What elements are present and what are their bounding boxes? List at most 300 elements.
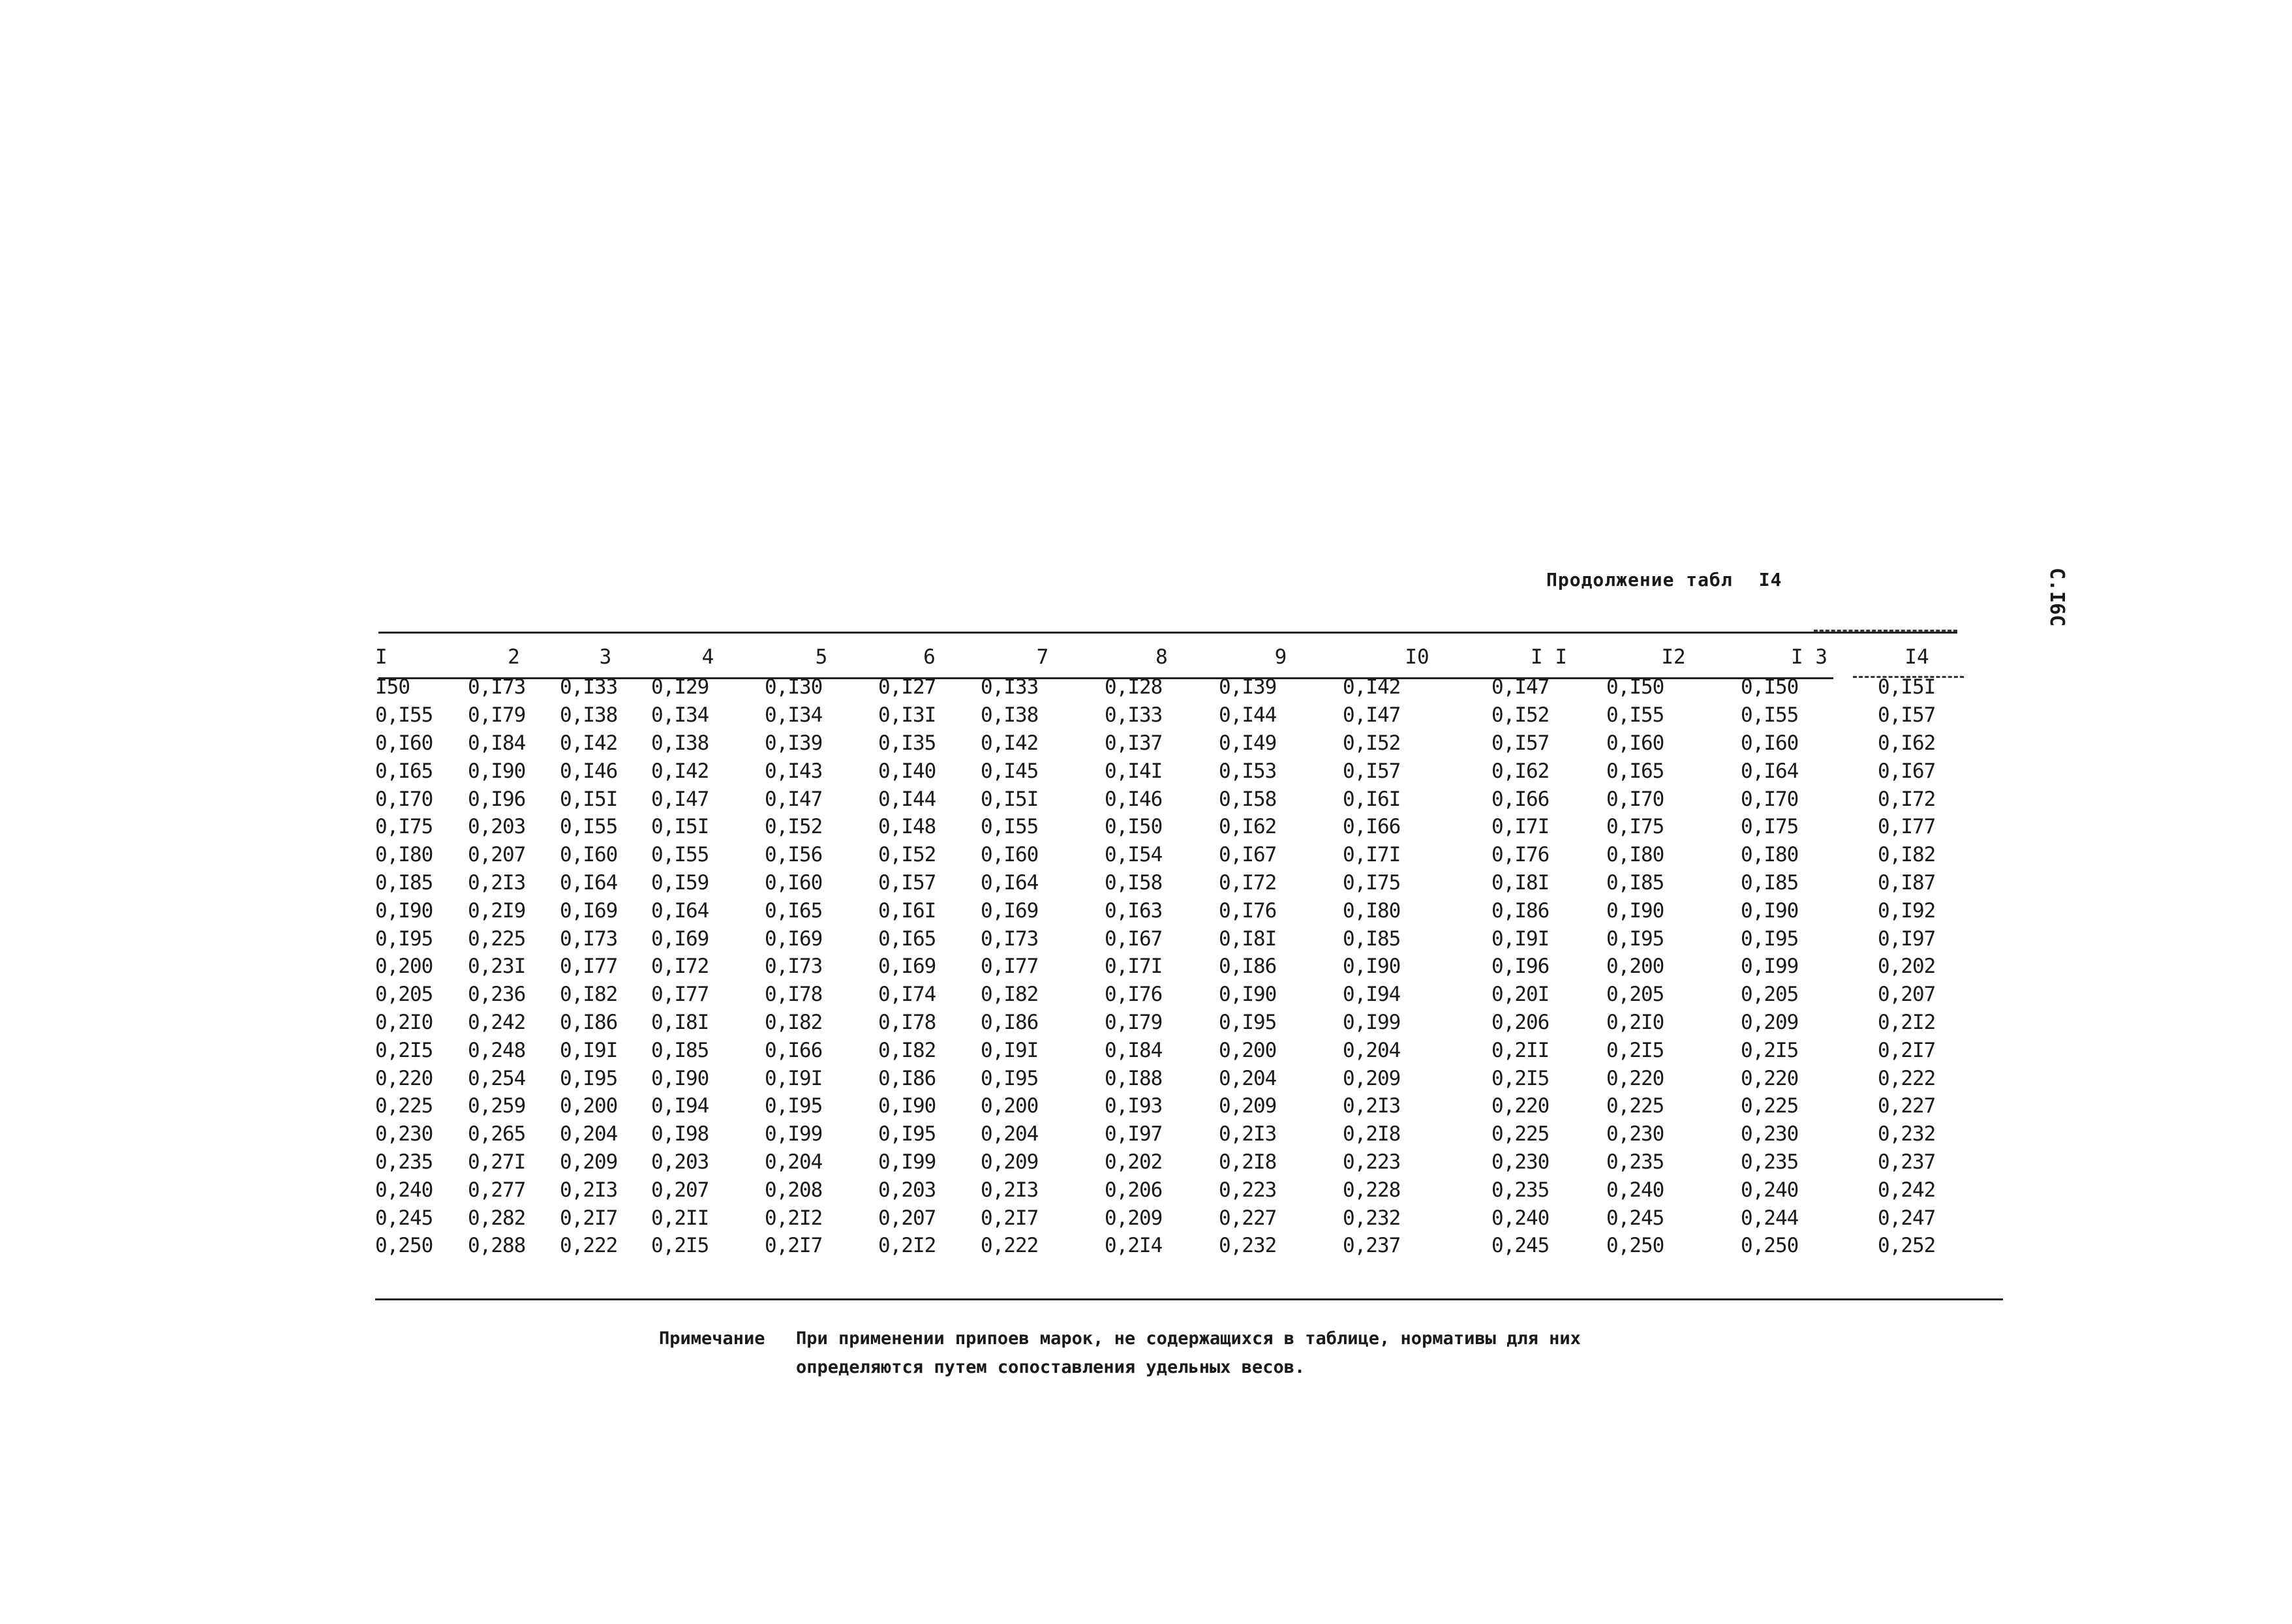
table-cell: 0,I3I [878, 703, 936, 728]
table-cell: 0,I97 [1105, 1122, 1163, 1146]
table-row [375, 701, 1956, 729]
table-cell: 0,I55 [560, 815, 618, 839]
table-cell: 0,204 [765, 1150, 823, 1174]
table-row [375, 757, 1956, 785]
column-header: I2 [1661, 645, 1686, 669]
table-cell: 0,2I3 [1219, 1122, 1277, 1146]
table-cell: 0,223 [1219, 1178, 1277, 1202]
table-cell: 0,I97 [1878, 927, 1936, 951]
table-cell: 0,I7I [1105, 955, 1163, 979]
table-row [375, 953, 1956, 981]
table-cell: 0,I96 [468, 787, 526, 811]
table-body [375, 673, 1956, 1260]
table-cell: 0,I90 [375, 898, 433, 923]
table-cell: 0,I55 [981, 815, 1039, 839]
table-cell: 0,2I5 [651, 1234, 709, 1258]
table-cell: 0,I90 [651, 1066, 709, 1090]
table-cell: 0,I33 [560, 675, 618, 699]
table-cell: 0,I69 [878, 955, 936, 979]
table-cell: 0,I92 [1878, 898, 1936, 923]
table-cell: 0,222 [560, 1234, 618, 1258]
table-cell: 0,230 [375, 1122, 433, 1146]
table-cell: 0,I96 [1491, 955, 1550, 979]
table-cell: 0,225 [1491, 1122, 1550, 1146]
data-table [375, 641, 1956, 1260]
table-cell: 0,230 [1491, 1150, 1550, 1174]
table-cell: 0,288 [468, 1234, 526, 1258]
table-cell: 0,2I3 [981, 1178, 1039, 1202]
table-cell: 0,I52 [1343, 731, 1401, 755]
table-cell: 0,220 [1606, 1066, 1664, 1090]
table-cell: 0,I73 [560, 927, 618, 951]
table-cell: 0,I60 [375, 731, 433, 755]
table-cell: 0,I27 [878, 675, 936, 699]
table-cell: 0,I5I [1878, 675, 1936, 699]
table-cell: 0,203 [651, 1150, 709, 1174]
table-cell: 0,I55 [1741, 703, 1799, 728]
table-cell: 0,I69 [560, 898, 618, 923]
table-header-row [375, 641, 1956, 673]
table-cell: 0,I75 [375, 815, 433, 839]
table-cell: 0,I95 [765, 1094, 823, 1118]
table-cell: 0,2I7 [560, 1206, 618, 1230]
table-cell: 0,I43 [765, 759, 823, 783]
table-cell: 0,I58 [1105, 870, 1163, 895]
table-cell: 0,I38 [981, 703, 1039, 728]
table-cell: 0,244 [1741, 1206, 1799, 1230]
table-cell: 0,207 [878, 1206, 936, 1230]
table-cell: 0,209 [981, 1150, 1039, 1174]
table-row [375, 785, 1956, 813]
column-header: I 3 [1791, 645, 1827, 669]
table-cell: 0,220 [1741, 1066, 1799, 1090]
table-cell: 0,I90 [1343, 955, 1401, 979]
table-cell: 0,I90 [878, 1094, 936, 1118]
table-cell: 0,230 [1606, 1122, 1664, 1146]
table-cell: 0,I53 [1219, 759, 1277, 783]
table-cell: 0,I33 [981, 675, 1039, 699]
table-cell: 0,222 [1878, 1066, 1936, 1090]
table-cell: 0,254 [468, 1066, 526, 1090]
table-cell: 0,I69 [981, 898, 1039, 923]
table-cell: 0,I54 [1105, 843, 1163, 867]
table-cell: 0,I6I [878, 898, 936, 923]
table-cell: 0,235 [375, 1150, 433, 1174]
table-cell: 0,225 [1741, 1094, 1799, 1118]
table-cell: 0,I80 [1343, 898, 1401, 923]
table-cell: 0,2II [651, 1206, 709, 1230]
table-row [375, 869, 1956, 897]
table-cell: 0,I78 [765, 983, 823, 1007]
table-cell: 0,I66 [1491, 787, 1550, 811]
table-cell: 0,2I4 [1105, 1234, 1163, 1258]
table-cell: 0,2I7 [1878, 1038, 1936, 1062]
table-cell: 0,209 [1741, 1010, 1799, 1034]
table-cell: 0,I73 [981, 927, 1039, 951]
table-cell: 0,2I2 [878, 1234, 936, 1258]
table-cell: 0,I52 [878, 843, 936, 867]
table-cell: 0,I42 [1343, 675, 1401, 699]
table-cell: 0,282 [468, 1206, 526, 1230]
table-cell: 0,I67 [1105, 927, 1163, 951]
table-cell: 0,I85 [375, 870, 433, 895]
table-cell: 0,I76 [1105, 983, 1163, 1007]
table-cell: 0,I47 [765, 787, 823, 811]
table-cell: 0,I8I [1219, 927, 1277, 951]
table-cell: 0,240 [1606, 1178, 1664, 1202]
table-cell: 0,I86 [560, 1010, 618, 1034]
table-cell: 0,I55 [375, 703, 433, 728]
column-header: I [375, 645, 388, 669]
table-cell: 0,I82 [1878, 843, 1936, 867]
table-cell: 0,277 [468, 1178, 526, 1202]
table-cell: 0,I57 [1491, 731, 1550, 755]
table-cell: 0,245 [1491, 1234, 1550, 1258]
table-cell: 0,225 [1606, 1094, 1664, 1118]
table-cell: 0,I46 [560, 759, 618, 783]
table-caption [1546, 569, 1782, 590]
table-cell: 0,I62 [1491, 759, 1550, 783]
table-cell: 0,240 [1491, 1206, 1550, 1230]
table-cell: 0,200 [1219, 1038, 1277, 1062]
table-cell: 0,I33 [1105, 703, 1163, 728]
column-header: 6 [923, 645, 936, 669]
table-cell: 0,I82 [765, 1010, 823, 1034]
table-cell: 0,I80 [375, 843, 433, 867]
table-cell: 0,2I2 [1878, 1010, 1936, 1034]
table-cell: 0,I65 [765, 898, 823, 923]
table-cell: 0,I60 [1606, 731, 1664, 755]
table-cell: 0,I7I [1491, 815, 1550, 839]
note-label: Примечание [659, 1328, 765, 1349]
table-cell: 0,I44 [878, 787, 936, 811]
table-cell: 0,I98 [651, 1122, 709, 1146]
table-cell: 0,I69 [765, 927, 823, 951]
table-bottom-rule [375, 1298, 2003, 1300]
table-cell: 0,I67 [1219, 843, 1277, 867]
column-header: 9 [1274, 645, 1287, 669]
table-cell: 0,I88 [1105, 1066, 1163, 1090]
table-cell: 0,I52 [1491, 703, 1550, 728]
table-row [375, 1148, 1956, 1176]
column-header: 2 [508, 645, 520, 669]
table-cell: 0,I99 [878, 1150, 936, 1174]
note-line-2: определяются путем сопоставления удельных весов. [796, 1357, 1306, 1377]
table-cell: 0,I34 [651, 703, 709, 728]
table-cell: 0,248 [468, 1038, 526, 1062]
table-cell: 0,I63 [1105, 898, 1163, 923]
table-row [375, 1204, 1956, 1232]
table-cell: 0,265 [468, 1122, 526, 1146]
table-row [375, 925, 1956, 953]
data-table-wrapper [375, 641, 2006, 1260]
table-cell: 0,I95 [1606, 927, 1664, 951]
table-cell: 0,I77 [981, 955, 1039, 979]
column-header: I0 [1405, 645, 1429, 669]
table-cell: 0,I64 [981, 870, 1039, 895]
table-cell: 0,I73 [765, 955, 823, 979]
table-cell: 0,I37 [1105, 731, 1163, 755]
table-row [375, 673, 1956, 701]
table-cell: 0,I65 [1606, 759, 1664, 783]
table-cell: 0,I80 [1606, 843, 1664, 867]
table-cell: 0,I75 [1343, 870, 1401, 895]
table-cell: 0,245 [375, 1206, 433, 1230]
table-cell: 0,200 [560, 1094, 618, 1118]
table-cell: 0,205 [1606, 983, 1664, 1007]
table-cell: 0,I64 [560, 870, 618, 895]
table-cell: 0,I42 [981, 731, 1039, 755]
table-row [375, 841, 1956, 869]
table-cell: 0,225 [375, 1094, 433, 1118]
table-cell: 0,I90 [1219, 983, 1277, 1007]
table-cell: 0,I58 [1219, 787, 1277, 811]
table-cell: 0,205 [375, 983, 433, 1007]
table-row [375, 1036, 1956, 1064]
table-row [375, 1009, 1956, 1037]
table-cell: 0,2I0 [1606, 1010, 1664, 1034]
table-row [375, 1092, 1956, 1120]
table-cell: 0,I30 [765, 675, 823, 699]
page-number: С.I6С [2045, 568, 2068, 627]
table-cell: 0,206 [1491, 1010, 1550, 1034]
table-cell: 0,I60 [765, 870, 823, 895]
table-cell: 0,I77 [1878, 815, 1936, 839]
table-cell: 0,202 [1105, 1150, 1163, 1174]
table-cell: 0,2I9 [468, 898, 526, 923]
table-cell: 0,I99 [765, 1122, 823, 1146]
table-cell: 0,2I3 [560, 1178, 618, 1202]
table-cell: 0,I72 [1878, 787, 1936, 811]
table-cell: 0,I82 [560, 983, 618, 1007]
table-cell: 0,I80 [1741, 843, 1799, 867]
table-cell: 0,I62 [1878, 731, 1936, 755]
table-cell: 0,I5I [981, 787, 1039, 811]
table-cell: 0,2I7 [765, 1234, 823, 1258]
table-cell: 0,I35 [878, 731, 936, 755]
table-cell: 0,2I5 [1606, 1038, 1664, 1062]
table-cell: 0,I86 [981, 1010, 1039, 1034]
table-cell: 0,I42 [560, 731, 618, 755]
table-cell: 0,23I [468, 955, 526, 979]
table-cell: 0,I6I [1343, 787, 1401, 811]
table-row [375, 813, 1956, 841]
table-cell: 0,I75 [1741, 815, 1799, 839]
table-cell: 0,209 [1219, 1094, 1277, 1118]
table-cell: 0,247 [1878, 1206, 1936, 1230]
table-cell: 0,I38 [651, 731, 709, 755]
table-cell: 0,232 [1878, 1122, 1936, 1146]
table-cell: 0,227 [1219, 1206, 1277, 1230]
table-cell: 0,I57 [878, 870, 936, 895]
table-cell: 0,202 [1878, 955, 1936, 979]
table-cell: 0,2I2 [765, 1206, 823, 1230]
table-cell: 0,I77 [560, 955, 618, 979]
table-cell: 0,I39 [765, 731, 823, 755]
table-cell: 0,I57 [1343, 759, 1401, 783]
table-cell: 0,I85 [1741, 870, 1799, 895]
table-cell: 0,I73 [468, 675, 526, 699]
table-cell: 0,I99 [1741, 955, 1799, 979]
table-cell: 0,205 [1741, 983, 1799, 1007]
table-cell: 0,I72 [651, 955, 709, 979]
table-cell: 0,2I8 [1343, 1122, 1401, 1146]
table-cell: 0,20I [1491, 983, 1550, 1007]
table-cell: 0,259 [468, 1094, 526, 1118]
table-cell: 0,I9I [765, 1066, 823, 1090]
table-cell: 0,I77 [651, 983, 709, 1007]
table-cell: 0,I99 [1343, 1010, 1401, 1034]
table-cell: I50 [375, 675, 410, 699]
table-cell: 0,I90 [468, 759, 526, 783]
table-cell: 0,2I7 [981, 1206, 1039, 1230]
table-cell: 0,I85 [1606, 870, 1664, 895]
table-cell: 0,I95 [1741, 927, 1799, 951]
table-cell: 0,250 [1606, 1234, 1664, 1258]
table-cell: 0,I94 [651, 1094, 709, 1118]
table-cell: 0,I47 [1343, 703, 1401, 728]
table-cell: 0,2I8 [1219, 1150, 1277, 1174]
table-cell: 0,236 [468, 983, 526, 1007]
table-cell: 0,235 [1491, 1178, 1550, 1202]
table-cell: 0,232 [1219, 1234, 1277, 1258]
table-cell: 0,204 [981, 1122, 1039, 1146]
table-cell: 0,I9I [1491, 927, 1550, 951]
table-cell: 0,203 [878, 1178, 936, 1202]
column-header: 5 [815, 645, 828, 669]
table-row [375, 1120, 1956, 1148]
table-row [375, 729, 1956, 758]
table-cell: 0,235 [1606, 1150, 1664, 1174]
table-cell: 0,I78 [878, 1010, 936, 1034]
table-cell: 0,209 [560, 1150, 618, 1174]
table-cell: 0,I65 [878, 927, 936, 951]
column-header: 8 [1155, 645, 1168, 669]
table-cell: 0,I9I [981, 1038, 1039, 1062]
table-cell: 0,200 [981, 1094, 1039, 1118]
table-cell: 0,I49 [1219, 731, 1277, 755]
table-cell: 0,I60 [1741, 731, 1799, 755]
table-cell: 0,204 [1219, 1066, 1277, 1090]
table-cell: 0,I47 [1491, 675, 1550, 699]
table-cell: 0,I90 [1606, 898, 1664, 923]
table-cell: 0,I76 [1219, 898, 1277, 923]
table-cell: 0,I84 [468, 731, 526, 755]
table-cell: 0,I57 [1878, 703, 1936, 728]
table-cell: 0,I82 [981, 983, 1039, 1007]
table-row [375, 1232, 1956, 1260]
table-cell: 0,2I5 [1741, 1038, 1799, 1062]
table-cell: 0,240 [1741, 1178, 1799, 1202]
table-cell: 0,250 [1741, 1234, 1799, 1258]
table-cell: 0,209 [1105, 1206, 1163, 1230]
table-cell: 0,I64 [651, 898, 709, 923]
table-cell: 0,235 [1741, 1150, 1799, 1174]
table-cell: 0,220 [375, 1066, 433, 1090]
table-cell: 0,203 [468, 815, 526, 839]
column-header: 7 [1036, 645, 1049, 669]
table-cell: 0,I84 [1105, 1038, 1163, 1062]
table-cell: 0,I85 [1343, 927, 1401, 951]
table-cell: 0,I8I [651, 1010, 709, 1034]
table-cell: 0,I46 [1105, 787, 1163, 811]
table-cell: 0,I65 [375, 759, 433, 783]
table-cell: 0,I86 [1491, 898, 1550, 923]
table-cell: 0,220 [1491, 1094, 1550, 1118]
table-cell: 0,I86 [878, 1066, 936, 1090]
table-cell: 0,I38 [560, 703, 618, 728]
table-cell: 0,2I5 [375, 1038, 433, 1062]
table-cell: 0,225 [468, 927, 526, 951]
table-cell: 0,I87 [1878, 870, 1936, 895]
table-cell: 0,I28 [1105, 675, 1163, 699]
table-cell: 0,I55 [1606, 703, 1664, 728]
table-cell: 0,204 [1343, 1038, 1401, 1062]
table-cell: 0,200 [1606, 955, 1664, 979]
table-cell: 0,I66 [765, 1038, 823, 1062]
table-cell: 0,204 [560, 1122, 618, 1146]
column-header: I I [1531, 645, 1567, 669]
table-cell: 0,2I0 [375, 1010, 433, 1034]
table-row [375, 896, 1956, 925]
table-cell: 0,I50 [1606, 675, 1664, 699]
table-cell: 0,I95 [1219, 1010, 1277, 1034]
table-cell: 0,I59 [651, 870, 709, 895]
table-cell: 0,I60 [981, 843, 1039, 867]
table-cell: 0,I9I [560, 1038, 618, 1062]
table-cell: 0,I93 [1105, 1094, 1163, 1118]
table-cell: 0,I64 [1741, 759, 1799, 783]
table-cell: 0,I29 [651, 675, 709, 699]
table-cell: 0,I52 [765, 815, 823, 839]
table-cell: 0,I70 [375, 787, 433, 811]
table-cell: 0,I75 [1606, 815, 1664, 839]
table-cell: 0,245 [1606, 1206, 1664, 1230]
table-cell: 0,207 [468, 843, 526, 867]
table-cell: 0,I67 [1878, 759, 1936, 783]
table-cell: 0,2I3 [1343, 1094, 1401, 1118]
table-cell: 0,I44 [1219, 703, 1277, 728]
table-cell: 0,I40 [878, 759, 936, 783]
table-cell: 0,2I5 [1491, 1066, 1550, 1090]
table-top-rule-dashed [1814, 630, 1957, 632]
table-cell: 0,I60 [560, 843, 618, 867]
column-header: 4 [701, 645, 714, 669]
table-cell: 0,I95 [375, 927, 433, 951]
table-cell: 0,237 [1343, 1234, 1401, 1258]
table-cell: 0,209 [1343, 1066, 1401, 1090]
table-cell: 0,207 [651, 1178, 709, 1202]
table-cell: 0,I55 [651, 843, 709, 867]
table-cell: 0,I50 [1741, 675, 1799, 699]
table-cell: 0,200 [375, 955, 433, 979]
table-cell: 0,I4I [1105, 759, 1163, 783]
table-cell: 0,206 [1105, 1178, 1163, 1202]
caption-table-number: I4 [1758, 569, 1782, 590]
table-cell: 0,I5I [651, 815, 709, 839]
table-cell: 0,I8I [1491, 870, 1550, 895]
table-cell: 0,I94 [1343, 983, 1401, 1007]
table-cell: 0,I95 [981, 1066, 1039, 1090]
table-cell: 0,I74 [878, 983, 936, 1007]
table-cell: 0,I85 [651, 1038, 709, 1062]
table-cell: 0,I45 [981, 759, 1039, 783]
table-cell: 0,242 [1878, 1178, 1936, 1202]
table-cell: 0,232 [1343, 1206, 1401, 1230]
table-row [375, 1176, 1956, 1204]
table-cell: 0,I39 [1219, 675, 1277, 699]
table-cell: 0,I70 [1741, 787, 1799, 811]
